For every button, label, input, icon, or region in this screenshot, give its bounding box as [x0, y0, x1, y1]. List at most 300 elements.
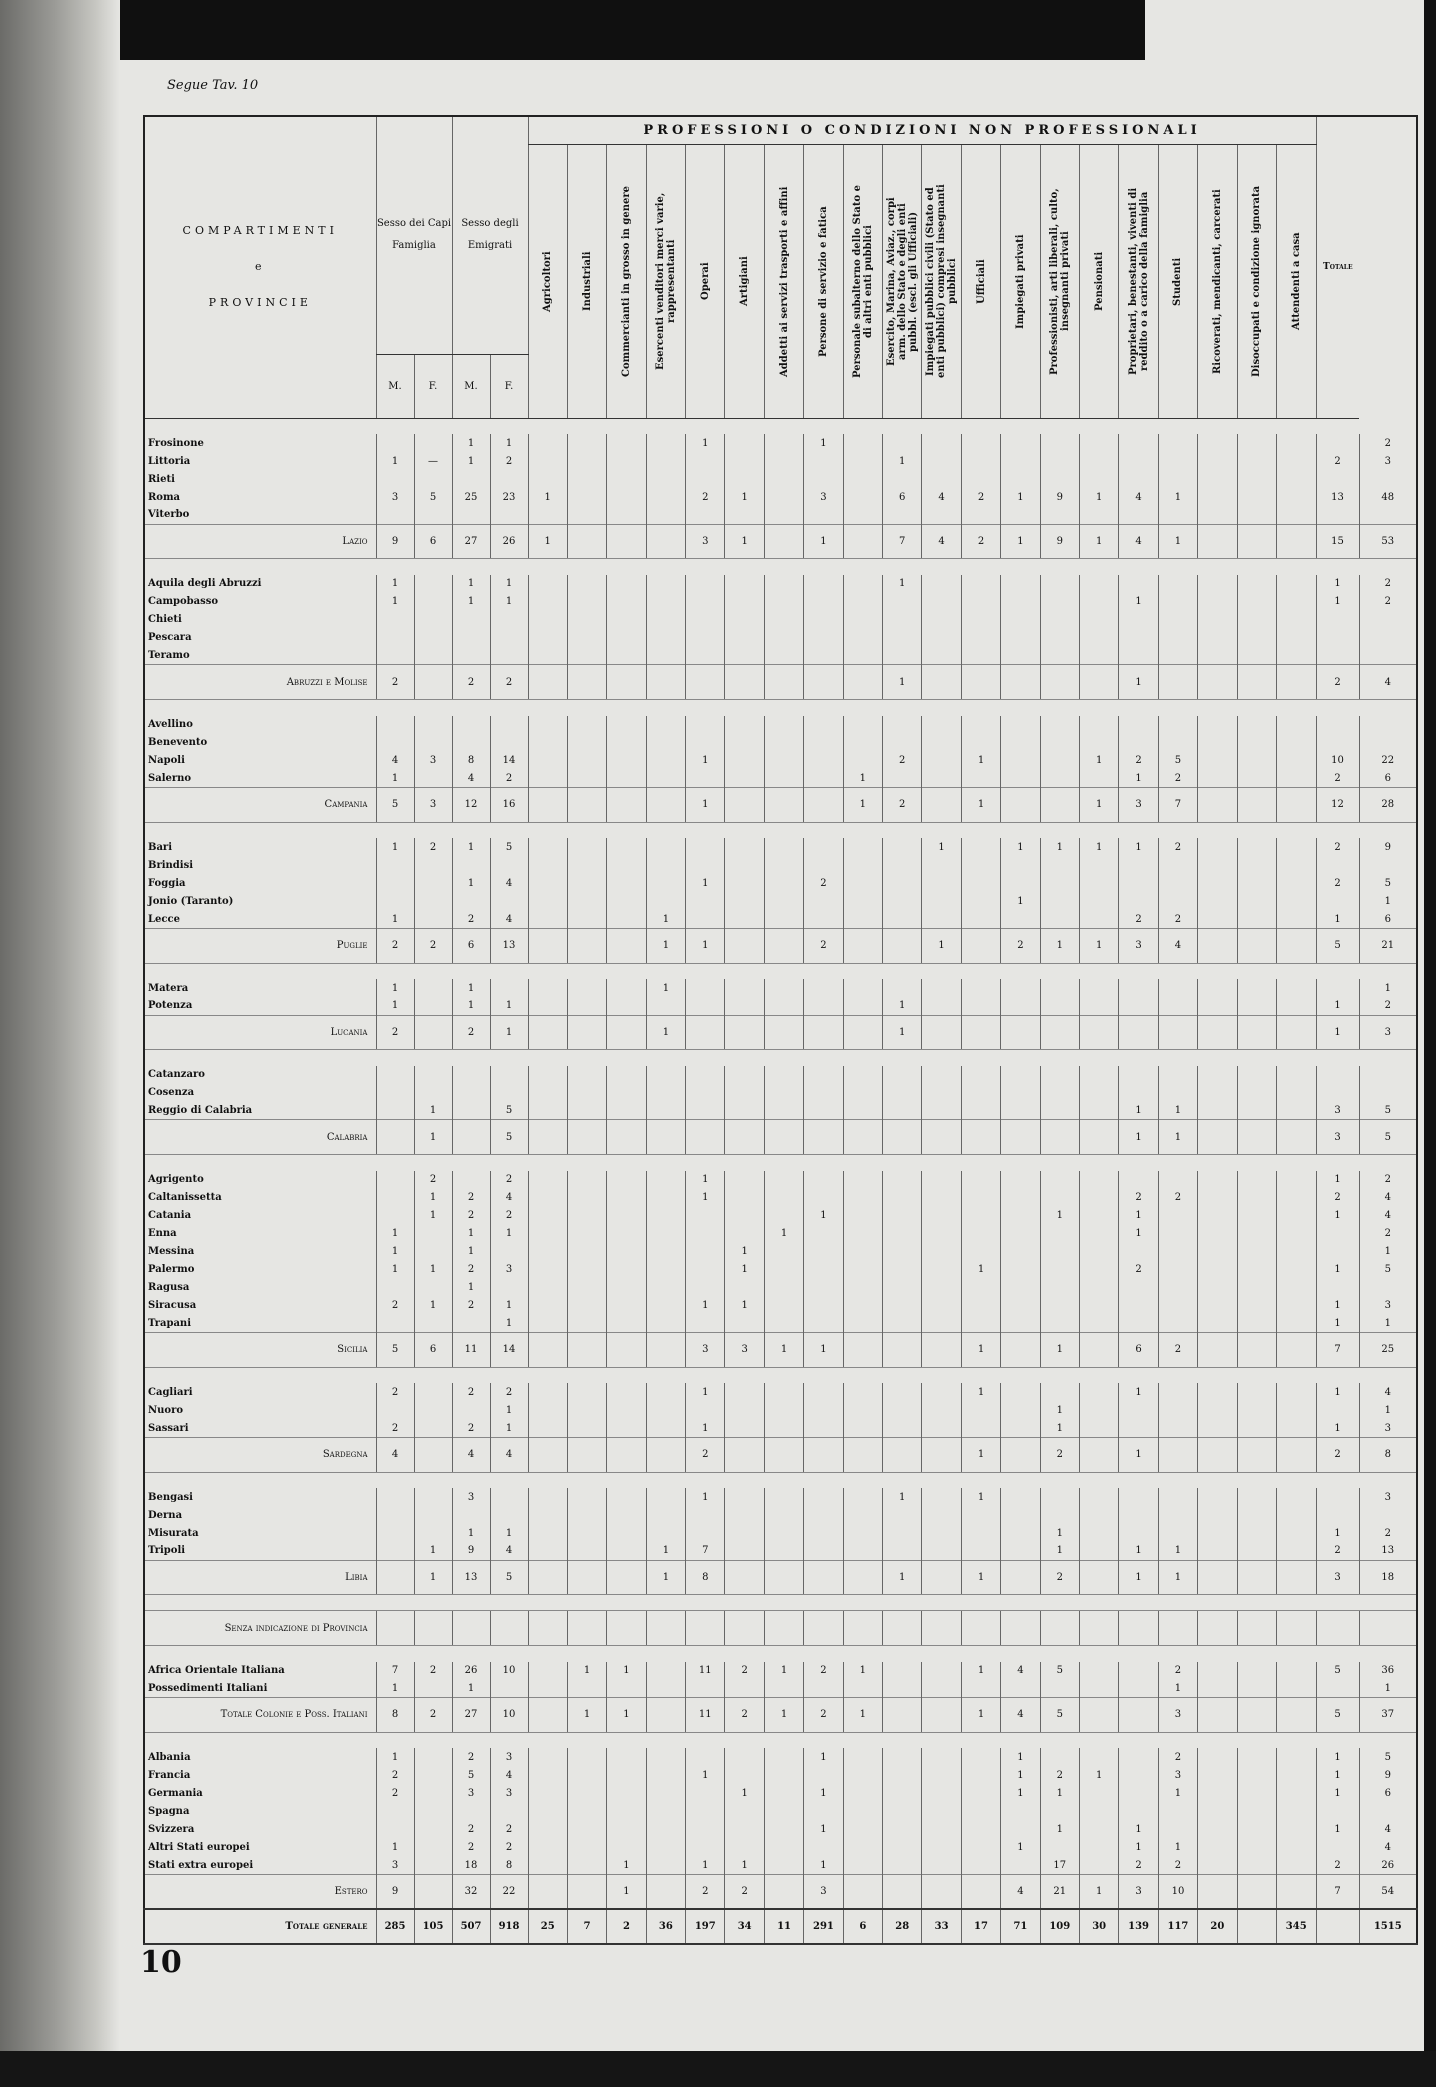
value-cell [528, 1297, 567, 1315]
value-cell [764, 1856, 803, 1874]
value-cell [725, 874, 764, 892]
value-cell [1079, 1542, 1118, 1560]
value-cell [1198, 1171, 1237, 1189]
value-cell [1276, 506, 1316, 524]
value-cell [804, 1243, 843, 1261]
value-cell [607, 1243, 646, 1261]
value-cell [490, 506, 528, 524]
value-cell [883, 1383, 922, 1401]
value-cell: 1 [922, 838, 961, 856]
value-cell [764, 1207, 803, 1225]
value-cell [1276, 1784, 1316, 1802]
province-name: Aquila degli Abruzzi [144, 575, 376, 593]
value-cell [1198, 1015, 1237, 1050]
value-cell: 5 [1359, 1261, 1417, 1279]
value-cell: 1 [883, 1015, 922, 1050]
value-cell [1119, 1506, 1158, 1524]
value-cell: 1 [567, 1698, 606, 1733]
value-cell [567, 1297, 606, 1315]
value-cell: 2 [376, 1766, 414, 1784]
province-name: Pescara [144, 629, 376, 647]
province-row [144, 1279, 1417, 1297]
value-cell [607, 1383, 646, 1401]
value-cell [804, 1383, 843, 1401]
value-cell [725, 506, 764, 524]
value-cell [1158, 575, 1197, 593]
value-cell: 1 [1119, 1207, 1158, 1225]
value-cell: 2 [1001, 928, 1040, 963]
value-cell [607, 1542, 646, 1560]
value-cell: 12 [1316, 788, 1359, 823]
value-cell [1276, 1766, 1316, 1784]
value-cell [376, 1066, 414, 1084]
value-cell [646, 1297, 685, 1315]
value-cell: 1 [1316, 1766, 1359, 1784]
value-cell: 4 [490, 874, 528, 892]
value-cell: 1 [1316, 1261, 1359, 1279]
value-cell [1158, 1297, 1197, 1315]
value-cell [490, 1611, 528, 1646]
value-cell [961, 856, 1000, 874]
value-cell: 1 [1316, 1297, 1359, 1315]
value-cell [725, 647, 764, 665]
value-cell [1276, 1524, 1316, 1542]
value-cell [1158, 1261, 1197, 1279]
value-cell: 4 [490, 1437, 528, 1472]
value-cell [376, 1542, 414, 1560]
value-cell: 1 [1359, 1243, 1417, 1261]
value-cell [686, 647, 725, 665]
value-cell [567, 1488, 606, 1506]
value-cell [764, 874, 803, 892]
value-cell [804, 629, 843, 647]
value-cell [1198, 838, 1237, 856]
value-cell [804, 1488, 843, 1506]
value-cell [607, 488, 646, 506]
value-cell: 3 [686, 524, 725, 559]
value-cell [843, 647, 882, 665]
value-cell [1079, 1560, 1118, 1595]
value-cell [764, 593, 803, 611]
value-cell [452, 734, 490, 752]
province-name: Sassari [144, 1419, 376, 1437]
value-cell [1316, 1838, 1359, 1856]
value-cell [922, 1524, 961, 1542]
value-cell [1198, 1698, 1237, 1733]
value-cell [646, 874, 685, 892]
value-cell [376, 629, 414, 647]
value-cell [1198, 874, 1237, 892]
value-cell [1158, 647, 1197, 665]
value-cell [1040, 997, 1079, 1015]
value-cell [1001, 1506, 1040, 1524]
province-row [144, 1207, 1417, 1225]
value-cell [686, 1225, 725, 1243]
value-cell: 2 [414, 928, 452, 963]
value-cell [1079, 1748, 1118, 1766]
value-cell [567, 1189, 606, 1207]
value-cell [646, 1611, 685, 1646]
profession-label: Studenti [1172, 256, 1184, 306]
province-name: Catania [144, 1207, 376, 1225]
value-cell [686, 506, 725, 524]
value-cell [528, 1315, 567, 1333]
value-cell: 5 [490, 838, 528, 856]
value-cell: 1 [414, 1542, 452, 1560]
value-cell [1316, 1225, 1359, 1243]
value-cell [764, 1261, 803, 1279]
value-cell [607, 910, 646, 928]
value-cell [1079, 1401, 1118, 1419]
spacer-row [144, 418, 1417, 434]
value-cell [804, 1766, 843, 1784]
value-cell [1316, 734, 1359, 752]
province-name: Matera [144, 979, 376, 997]
value-cell: 1 [376, 910, 414, 928]
value-cell [528, 1698, 567, 1733]
value-cell [1276, 1189, 1316, 1207]
value-cell [1198, 716, 1237, 734]
value-cell [764, 506, 803, 524]
value-cell [528, 1874, 567, 1909]
value-cell: 36 [1359, 1662, 1417, 1680]
value-cell [843, 1207, 882, 1225]
value-cell [1316, 1802, 1359, 1820]
compartimenti-conj: e [254, 260, 266, 274]
value-cell [725, 575, 764, 593]
value-cell [804, 575, 843, 593]
value-cell [725, 770, 764, 788]
value-cell [804, 470, 843, 488]
value-cell [1079, 874, 1118, 892]
value-cell: 6 [414, 1333, 452, 1368]
value-cell [1198, 1419, 1237, 1437]
value-cell [725, 1401, 764, 1419]
value-cell [1237, 979, 1276, 997]
value-cell [528, 470, 567, 488]
value-cell: 2 [490, 770, 528, 788]
value-cell [1040, 1120, 1079, 1155]
value-cell [1158, 1315, 1197, 1333]
value-cell: 2 [1158, 838, 1197, 856]
province-name: Derna [144, 1506, 376, 1524]
value-cell: 5 [1040, 1662, 1079, 1680]
value-cell [452, 629, 490, 647]
value-cell: 3 [1316, 1102, 1359, 1120]
value-cell [1040, 434, 1079, 452]
value-cell [922, 1506, 961, 1524]
value-cell [1001, 1189, 1040, 1207]
page-number: 10 [140, 1945, 182, 1980]
value-cell: 2 [1316, 874, 1359, 892]
province-name: Agrigento [144, 1171, 376, 1189]
value-cell: 3 [686, 1333, 725, 1368]
value-cell [725, 716, 764, 734]
value-cell: 1 [961, 788, 1000, 823]
profession-label: Persone di servizio e fatica [817, 205, 829, 357]
province-name: Trapani [144, 1315, 376, 1333]
value-cell [922, 1542, 961, 1560]
value-cell [1001, 470, 1040, 488]
value-cell [725, 734, 764, 752]
value-cell [686, 1120, 725, 1155]
value-cell [764, 1766, 803, 1784]
value-cell: 15 [1316, 524, 1359, 559]
value-cell: 3 [414, 788, 452, 823]
value-cell [843, 1680, 882, 1698]
value-cell [1001, 1207, 1040, 1225]
value-cell [1237, 1401, 1276, 1419]
value-cell: 4 [490, 910, 528, 928]
value-cell [646, 1784, 685, 1802]
value-cell [567, 470, 606, 488]
value-cell [1040, 1171, 1079, 1189]
value-cell [414, 856, 452, 874]
value-cell [883, 770, 922, 788]
province-name: Ragusa [144, 1279, 376, 1297]
value-cell: 14 [490, 752, 528, 770]
value-cell [843, 1560, 882, 1595]
value-cell [883, 1225, 922, 1243]
value-cell [961, 1225, 1000, 1243]
value-cell: 2 [607, 1909, 646, 1944]
value-cell [961, 1189, 1000, 1207]
province-row [144, 470, 1417, 488]
value-cell: 2 [1158, 1856, 1197, 1874]
value-cell [1119, 452, 1158, 470]
value-cell [883, 1066, 922, 1084]
value-cell [1198, 1662, 1237, 1680]
value-cell: 22 [1359, 752, 1417, 770]
value-cell: 4 [490, 1766, 528, 1784]
value-cell [686, 1279, 725, 1297]
value-cell [804, 1611, 843, 1646]
spacer-cell [144, 1732, 1359, 1748]
value-cell [961, 1524, 1000, 1542]
compartment-name: Senza indicazione di Provincia [144, 1611, 376, 1646]
province-row [144, 1315, 1417, 1333]
spacer-cell [144, 963, 1359, 979]
value-cell: 71 [1001, 1909, 1040, 1944]
value-cell: 6 [452, 928, 490, 963]
value-cell [843, 575, 882, 593]
province-row [144, 1748, 1417, 1766]
value-cell: 9 [1040, 488, 1079, 506]
value-cell [1359, 611, 1417, 629]
value-cell [1040, 788, 1079, 823]
province-name: Albania [144, 1748, 376, 1766]
value-cell [452, 716, 490, 734]
profession-label: Esercito, Marina, Aviaz., corpi arm. dello Stato e degli enti pubbl. (escl. gli Ufficiali) [885, 196, 919, 366]
value-cell [607, 928, 646, 963]
compartment-total-row [144, 1120, 1417, 1155]
profession-header [1237, 144, 1276, 418]
value-cell [1079, 1084, 1118, 1102]
value-cell [883, 1207, 922, 1225]
value-cell: 5 [1359, 1748, 1417, 1766]
value-cell [646, 1766, 685, 1784]
value-cell [1040, 647, 1079, 665]
profession-header [1276, 144, 1316, 418]
province-name: Brindisi [144, 856, 376, 874]
value-cell [1198, 910, 1237, 928]
value-cell: 1 [1040, 1419, 1079, 1437]
value-cell [922, 452, 961, 470]
value-cell [804, 1297, 843, 1315]
value-cell [646, 1243, 685, 1261]
value-cell: 2 [490, 1171, 528, 1189]
value-cell [1119, 716, 1158, 734]
value-cell [1237, 1506, 1276, 1524]
value-cell [725, 665, 764, 700]
value-cell [607, 1802, 646, 1820]
value-cell [414, 1315, 452, 1333]
compartment-total-row [144, 1698, 1417, 1733]
value-cell [646, 1524, 685, 1542]
value-cell [452, 506, 490, 524]
value-cell [922, 856, 961, 874]
compartment-total-row [144, 665, 1417, 700]
value-cell [725, 434, 764, 452]
value-cell [1001, 1680, 1040, 1698]
value-cell [686, 470, 725, 488]
value-cell [1079, 1297, 1118, 1315]
value-cell: 3 [452, 1784, 490, 1802]
compartment-name: Abruzzi e Molise [144, 665, 376, 700]
value-cell [376, 1802, 414, 1820]
value-cell [376, 1611, 414, 1646]
value-cell [1079, 1279, 1118, 1297]
value-cell [922, 1611, 961, 1646]
value-cell [1237, 1261, 1276, 1279]
province-name: Cagliari [144, 1383, 376, 1401]
value-cell [843, 488, 882, 506]
value-cell [1079, 1015, 1118, 1050]
value-cell [922, 1838, 961, 1856]
value-cell [567, 665, 606, 700]
value-cell [764, 1401, 803, 1419]
value-cell [646, 1401, 685, 1419]
value-cell [883, 647, 922, 665]
value-cell: 1 [414, 1297, 452, 1315]
value-cell [607, 611, 646, 629]
value-cell [922, 979, 961, 997]
value-cell [1040, 452, 1079, 470]
value-cell [607, 997, 646, 1015]
value-cell [804, 1015, 843, 1050]
value-cell [725, 1838, 764, 1856]
value-cell: 13 [490, 928, 528, 963]
value-cell [1316, 611, 1359, 629]
value-cell [646, 1437, 685, 1472]
profession-label: Esercenti venditori merci varie, rappresentanti [654, 192, 677, 370]
value-cell [764, 1383, 803, 1401]
value-cell [1276, 1333, 1316, 1368]
value-cell [607, 1084, 646, 1102]
value-cell [843, 734, 882, 752]
value-cell [961, 1315, 1000, 1333]
value-cell [567, 1611, 606, 1646]
value-cell [725, 629, 764, 647]
value-cell: 7 [1158, 788, 1197, 823]
value-cell [843, 1102, 882, 1120]
value-cell: 36 [646, 1909, 685, 1944]
value-cell [1198, 1524, 1237, 1542]
value-cell [804, 1560, 843, 1595]
value-cell [567, 716, 606, 734]
value-cell [1079, 452, 1118, 470]
value-cell: 1 [725, 1297, 764, 1315]
value-cell [376, 611, 414, 629]
value-cell [414, 665, 452, 700]
value-cell [1079, 611, 1118, 629]
value-cell [1276, 647, 1316, 665]
value-cell [883, 856, 922, 874]
value-cell [883, 1437, 922, 1472]
value-cell [376, 1315, 414, 1333]
value-cell [686, 1102, 725, 1120]
value-cell [607, 1524, 646, 1542]
value-cell [1119, 647, 1158, 665]
spacer-row [144, 1732, 1417, 1748]
value-cell [1001, 1437, 1040, 1472]
value-cell: 6 [843, 1909, 882, 1944]
value-cell [1198, 788, 1237, 823]
value-cell [961, 979, 1000, 997]
value-cell [1198, 647, 1237, 665]
value-cell [1001, 506, 1040, 524]
value-cell [414, 647, 452, 665]
value-cell [1198, 1084, 1237, 1102]
value-cell [1040, 506, 1079, 524]
value-cell [1198, 856, 1237, 874]
value-cell [1276, 892, 1316, 910]
value-cell [1119, 1243, 1158, 1261]
value-cell: 1 [452, 838, 490, 856]
value-cell: 1 [490, 593, 528, 611]
value-cell [567, 856, 606, 874]
value-cell: 3 [452, 1488, 490, 1506]
value-cell [414, 1279, 452, 1297]
value-cell [922, 1015, 961, 1050]
province-name: Siracusa [144, 1297, 376, 1315]
value-cell: 28 [883, 1909, 922, 1944]
value-cell: 117 [1158, 1909, 1197, 1944]
value-cell: 2 [1359, 997, 1417, 1015]
value-cell [1237, 1066, 1276, 1084]
value-cell [528, 1662, 567, 1680]
value-cell [1316, 1066, 1359, 1084]
value-cell [490, 734, 528, 752]
province-row [144, 1856, 1417, 1874]
value-cell: 2 [376, 1784, 414, 1802]
value-cell [646, 788, 685, 823]
value-cell [567, 1120, 606, 1155]
value-cell: 1 [1359, 1401, 1417, 1419]
value-cell [1276, 1820, 1316, 1838]
value-cell [1237, 611, 1276, 629]
value-cell [961, 1784, 1000, 1802]
value-cell [1040, 752, 1079, 770]
value-cell: 6 [414, 524, 452, 559]
value-cell [1001, 452, 1040, 470]
value-cell: 1 [1359, 1315, 1417, 1333]
value-cell: 1 [1040, 1333, 1079, 1368]
value-cell [1119, 734, 1158, 752]
value-cell [1158, 1506, 1197, 1524]
value-cell [1276, 524, 1316, 559]
value-cell [1079, 1189, 1118, 1207]
